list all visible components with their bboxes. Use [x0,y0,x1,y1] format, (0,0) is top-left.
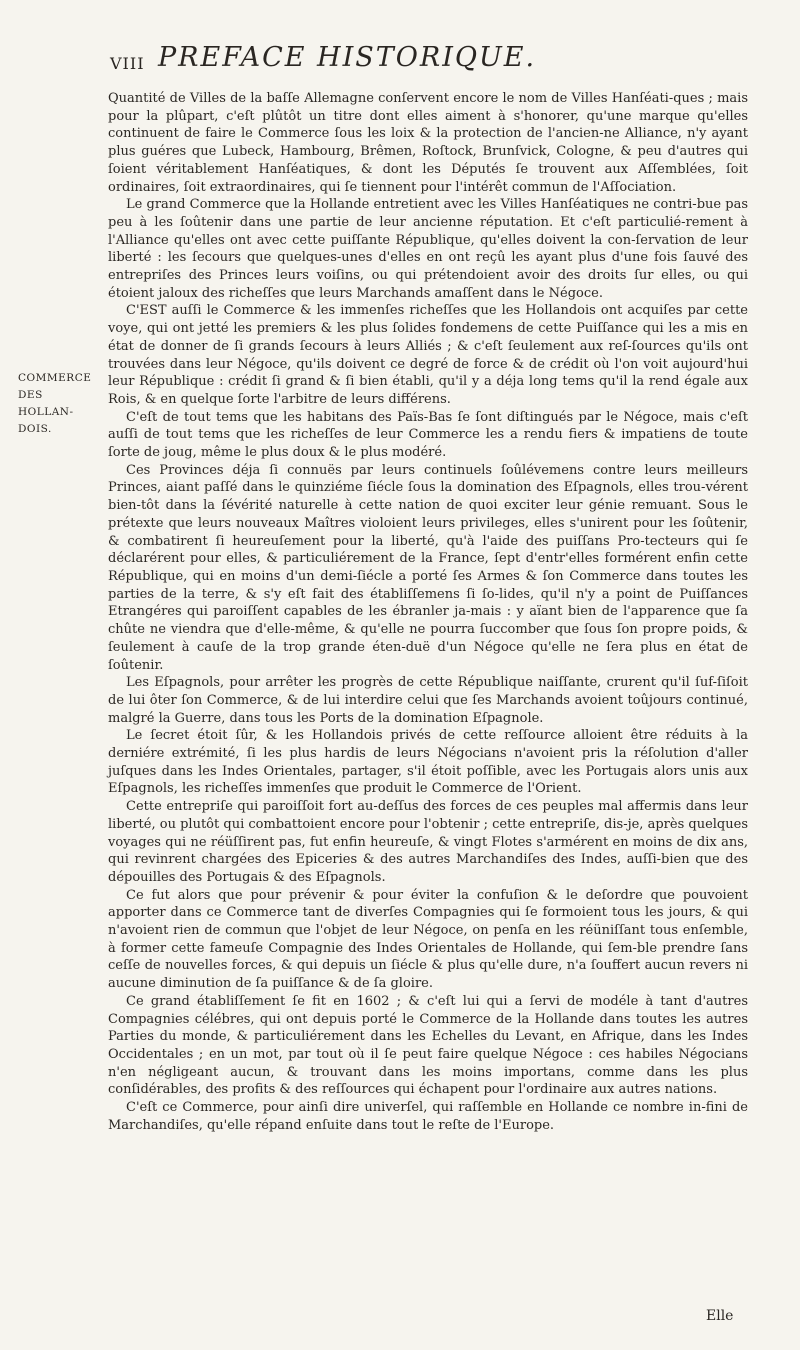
margin-note-line: HOLLAN- [18,406,74,418]
folio-number: VIII [110,54,145,73]
paragraph: Ces Provinces déja ſi connuës par leurs continuels ſoûlévemens contre leurs meilleurs Princes, aiant paſſé dans le quinziéme ſiécle ſous la domination des Eſpagnols, elles trou-vérent bien-tôt dans la ſévérité naturelle à cette nation de quoi exciter leur génie remuant. Sous le prétexte que leurs nouveaux Maîtres violoient leurs privileges, elles s'unirent pour les ſoûtenir, & combatirent ſi heureuſement pour la liberté, qu'à l'aide des puiſſans Pro-tecteurs qui ſe déclarérent pour elles, & particuliérement de la France, ſept d'entr'elles formérent enfin cette République, qui en moins d'un demi-ſiécle a porté ſes Armes & ſon Commerce dans toutes les parties de la terre, & s'y eſt fait des établiſſemens ſi ſo-lides, qu'il n'y a point de Puiſſances Etrangéres qui paroiſſent capables de les ébranler ja-mais : y aïant bien de l'apparence que ſa chûte ne viendra que d'elle-même, & qu'elle ne pourra ſuccomber que ſous ſon propre poids, & ſeulement à cauſe de la trop grande éten-duë d'un Négoce qu'elle ne ſera plus en état de ſoûtenir. [108,462,748,673]
paragraph: C'EST auſſi le Commerce & les immenſes richeſſes que les Hollandois ont acquiſes par cette voye, qui ont jetté les premiers & les plus ſolides fondemens de cette Puiſſance qui les a mis en état de donner de ſi grands ſecours à leurs Alliés ; & c'eſt ſeulement aux reſ-ſources qu'ils ont trouvées dans leur Négoce, qu'ils doivent ce degré de force & de crédit où l'on voit aujourd'hui leur République : crédit ſi grand & ſi bien établi, qu'il y a déja long tems qu'il la rend égale aux Rois, & en quelque ſorte l'arbitre de leurs différens. [108,303,748,407]
margin-note-line: COMMERCE [18,372,92,384]
margin-note-line: DOIS. [18,423,52,435]
paragraph: Quantité de Villes de la baſſe Allemagne conſervent encore le nom de Villes Hanſéati-ques ; mais pour la plûpart, c'eſt plûtôt un titre dont elles aiment à s'honorer, qu'une marque qu'elles continuent de faire le Commerce ſous les loix & la protection de l'ancien-ne Alliance, n'y ayant plus guéres que Lubeck, Hambourg, Brêmen, Roſtock, Brunſvick, Cologne, & peu d'autres qui ſoient véritablement Hanſéatiques, & dont les Députés ſe trouvent aux Aſſemblées, ſoit ordinaires, ſoit extraordinaires, qui ſe tiennent pour l'intérêt commun de l'Aſſociation. [108,91,748,195]
body-text [108,90,748,1134]
paragraph: Ce fut alors que pour prévenir & pour éviter la confuſion & le deſordre que pouvoient apporter dans ce Commerce tant de diverſes Compagnies qui ſe formoient tous les jours, & qui n'avoient rien de commun que l'objet de leur Négoce, on penſa en les réüniſſant tous enſemble, à former cette fameuſe Compagnie des Indes Orientales de Hollande, qui ſem-ble prendre ſans ceſſe de nouvelles forces, & qui depuis un ſiécle & plus qu'elle dure, n'a ſouffert aucun revers ni aucune diminution de ſa puiſſance & de ſa gloire. [108,887,748,992]
running-title: PREFACE HISTORIQUE. [158,42,537,73]
paragraph: Le ſecret étoit ſûr, & les Hollandois privés de cette reſſource alloient être réduits à la derniére extrémité, ſi les plus hardis de leurs Négocians n'avoient pris la réſolution d'aller juſques dans les Indes Orientales, partager, s'il étoit poſſible, avec les Portugais alors unis aux Eſpagnols, les richeſſes immenſes que produit le Commerce de l'Orient. [108,728,748,797]
margin-note [18,370,100,438]
margin-note-line: DES [18,389,43,401]
page-header [110,42,750,82]
paragraph: C'eſt de tout tems que les habitans des Païs-Bas ſe ſont diſtingués par le Négoce, mais c'eſt auſſi de tout tems que les richeſſes de leur Commerce les a rendu fiers & impatiens de toute ſorte de joug, même le plus doux & le plus modéré. [108,409,748,461]
catchword: Elle [706,1308,734,1324]
paragraph: Ce grand établiſſement ſe fit en 1602 ; & c'eſt lui qui a ſervi de modéle à tant d'autres Compagnies célébres, qui ont depuis porté le Commerce de la Hollande dans toutes les autres Parties du monde, & particuliérement dans les Echelles du Levant, en Afrique, dans les Indes Occidentales ; en un mot, par tout où il ſe peut faire quelque Négoce : ces habiles Négocians n'en négligeant aucun, & trouvant dans les moins importans, comme dans les plus conſidérables, des profits & des reſſources qui échapent pour l'ordinaire aux autres nations. [108,993,748,1098]
paragraph: Le grand Commerce que la Hollande entretient avec les Villes Hanſéatiques ne contri-bue pas peu à les ſoûtenir dans une partie de leur ancienne réputation. Et c'eſt particulié-rement à l'Alliance qu'elles ont avec cette puiſſante République, qu'elles doivent la con-ſervation de leur liberté : les ſecours que quelques-unes d'elles en ont reçû les ayant plus d'une fois ſauvé des entrepriſes des Princes leurs voiſins, ou qui prétendoient avoir des droits ſur elles, ou qui étoient jaloux des richeſſes que leurs Marchands amaſſent dans le Négoce. [108,197,748,301]
paragraph: Cette entrepriſe qui paroiſſoit fort au-deſſus des forces de ces peuples mal affermis dans leur liberté, ou plutôt qui combattoient encore pour l'obtenir ; cette entrepriſe, dis-je, après quelques voyages qui ne réüſſirent pas, fut enfin heureuſe, & vingt Flotes s'armérent en moins de dix ans, qui revinrent chargées des Epiceries & des autres Marchandiſes des Indes, auſſi-bien que des dépouilles des Portugais & des Eſpagnols. [108,799,748,885]
paragraph: C'eſt ce Commerce, pour ainſi dire univerſel, qui raſſemble en Hollande ce nombre in-fini de Marchandiſes, qu'elle répand enſuite dans tout le reſte de l'Europe. [108,1100,748,1133]
paragraph: Les Eſpagnols, pour arrêter les progrès de cette République naiſſante, crurent qu'il ſuf-ſiſoit de lui ôter ſon Commerce, & de lui interdire celui que ſes Marchands avoient toûjours continué, malgré la Guerre, dans tous les Ports de la domination Eſpagnole. [108,675,748,726]
